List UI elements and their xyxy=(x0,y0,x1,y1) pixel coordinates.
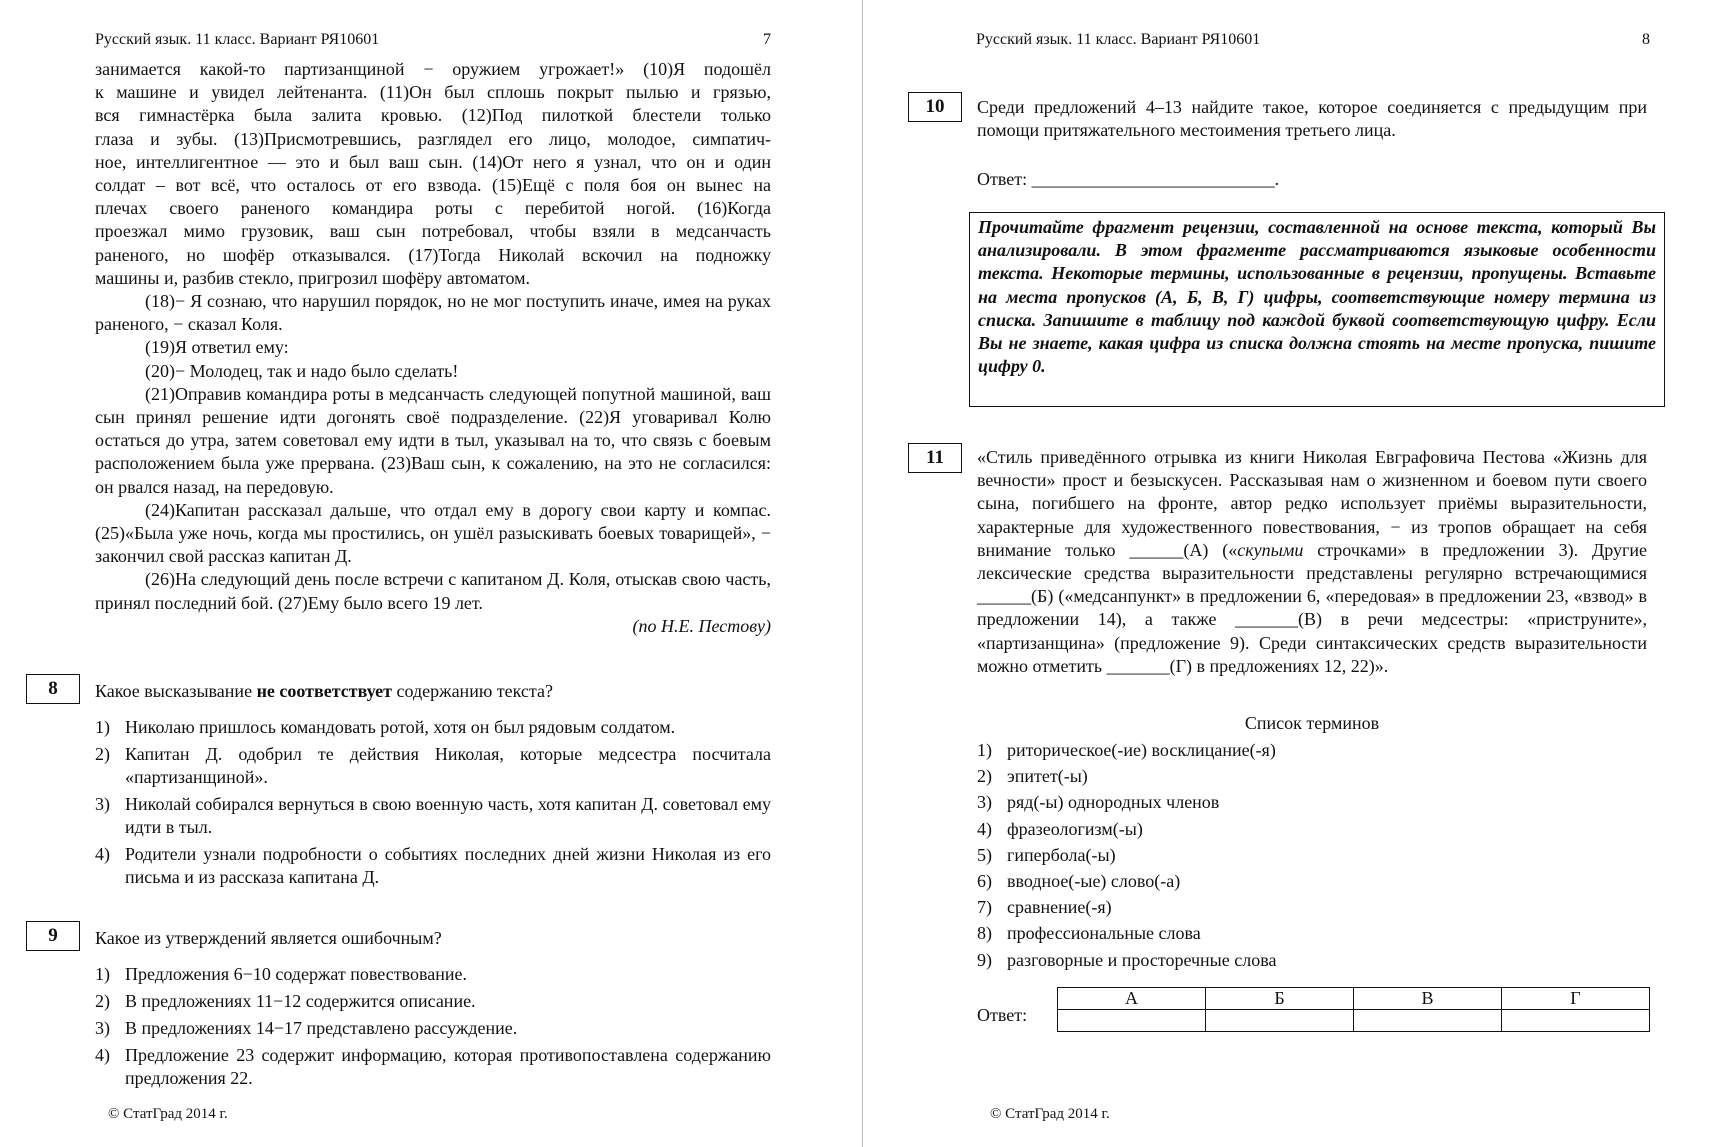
question-9-number: 9 xyxy=(26,921,80,951)
term-text: риторическое(-ие) восклицание(-я) xyxy=(1007,740,1276,760)
term-item xyxy=(977,765,1647,788)
question-8-text-end: содержанию текста? xyxy=(392,681,553,701)
option-text: Предложения 6−10 содержат повествование. xyxy=(125,964,467,984)
question-11-number: 11 xyxy=(908,443,962,473)
question-10-answer xyxy=(977,168,1647,191)
left-header: Русский язык. 11 класс. Вариант РЯ10601 xyxy=(95,31,380,48)
question-8-number: 8 xyxy=(26,674,80,704)
option-number: 4) xyxy=(95,844,110,864)
question-11-text-part2: строчками» в предложении 3). Другие лексические средства выразительности представлены регулярно встречающимися ______(Б) («медсанпункт» в предложении 6, «передовая» в предложении 23, «взвод» в предложении 14), а также _______(В) в речи медсестры: «приструните», «партизанщина» (предложение 9). Среди синтаксических средств выразительности можно отметить _______(Г) в предложениях 12, 22)». xyxy=(977,539,1648,676)
term-number: 3) xyxy=(977,792,992,813)
term-item xyxy=(977,739,1647,762)
term-text: эпитет(-ы) xyxy=(1007,766,1088,787)
term-number: 5) xyxy=(977,844,992,865)
question-8-text-bold: не соответствует xyxy=(256,681,393,701)
option-item[interactable] xyxy=(95,843,771,889)
option-item[interactable] xyxy=(95,716,771,739)
left-page-number: 7 xyxy=(763,31,771,48)
question-8-text xyxy=(95,680,775,703)
option-text: Николай собирался вернуться в свою военную часть, хотя капитан Д. советовал ему идти в тыл. xyxy=(125,794,771,837)
question-9-text: Какое из утверждений является ошибочным? xyxy=(95,928,442,948)
answer-column-a: А xyxy=(1058,988,1206,1010)
passage-paragraph: (20)− Молодец, так и надо было сделать! xyxy=(145,360,459,381)
instructions-box: Прочитайте фрагмент рецензии, составленной на основе текста, который Вы анализировали. В этом фрагменте рассматриваются языковые особенности текста. Некоторые термины, использованные в рецензии, пропущены. Вставьте на места пропусков (А, Б, В, Г) цифры, соответствующие номеру термина из списка. Запишите в таблицу под каждой буквой соответствующую цифру. Если Вы не знаете, какая цифра из списка должна стоять на месте пропуска, пишите цифру 0. xyxy=(969,212,1665,407)
term-item xyxy=(977,922,1647,945)
passage-line: глаза и зубы. (13)Присмотревшись, разглядел его лицо, молодое, симпатич- xyxy=(95,128,771,149)
passage-line: плечах своего раненого командира роты с перебитой ногой. (16)Когда xyxy=(95,198,771,219)
question-9-options xyxy=(95,963,771,1094)
passage-line: машины и, разбив стекло, пригрозил шофёру автоматом. xyxy=(95,267,531,288)
question-11-text xyxy=(977,446,1647,678)
answer-column-v: В xyxy=(1354,988,1502,1010)
term-text: ряд(-ы) однородных членов xyxy=(1007,792,1220,813)
option-text: В предложениях 11−12 содержится описание. xyxy=(125,991,476,1011)
passage-paragraph: (21)Оправив командира роты в медсанчасть следующей попутной машиной, ваш сын принял решение идти догонять своё подразделение. (22)Я уговаривал Колю остаться до утра, затем советовал ему идти в тыл, указывал на то, что связь с боевым расположением была уже прервана. (23)Ваш сын, к сожалению, на это не согласился: он рвался назад, на передовую. xyxy=(95,383,771,497)
terms-title: Список терминов xyxy=(1244,713,1380,733)
left-footer: © СтатГрад 2014 г. xyxy=(108,1106,228,1122)
option-text: Николаю пришлось командовать ротой, хотя он был рядовым солдатом. xyxy=(125,717,676,737)
right-header: Русский язык. 11 класс. Вариант РЯ10601 xyxy=(976,31,1261,48)
answer-cell-g[interactable] xyxy=(1502,1010,1650,1032)
term-item xyxy=(977,896,1647,919)
answer-blank[interactable]: ___________________________. xyxy=(1031,169,1280,189)
term-text: разговорные и просторечные слова xyxy=(1007,949,1277,970)
term-text: гипербола(-ы) xyxy=(1007,844,1116,865)
question-11-text-part1: «Стиль приведённого отрывка из книги Николая Евграфовича Пестова «Жизнь для вечности» прост и безыскусен. Рассказывая нам о жизненном и боевом пути своего сына, погибшего на фронте, автор редко использует приёмы выразительности, характерные для художественного повествования, − из тропов обращает на себя внимание только ______(А) (« xyxy=(977,447,1647,560)
passage-line: вся гимнастёрка была залита кровью. (12)Под пилоткой блестели только xyxy=(95,105,771,126)
q11-answer-label: Ответ: xyxy=(977,1005,1028,1025)
question-10-number: 10 xyxy=(908,92,962,122)
term-text: вводное(-ые) слово(-а) xyxy=(1007,870,1181,891)
passage-line: солдат – вот всё, что осталось от его взвода. (15)Ещё с поля боя он вынес на xyxy=(95,175,771,196)
passage-line: раненого, но шофёр отказывался. (17)Тогда Николай вскочил на подножку xyxy=(95,244,771,265)
option-item[interactable] xyxy=(95,1044,771,1090)
passage-text xyxy=(95,58,771,638)
option-item[interactable] xyxy=(95,1017,771,1040)
term-item xyxy=(977,949,1647,972)
answer-cell-b[interactable] xyxy=(1206,1010,1354,1032)
term-number: 1) xyxy=(977,740,992,760)
option-number: 1) xyxy=(95,964,110,984)
option-number: 2) xyxy=(95,991,110,1011)
option-text: Предложение 23 содержит информацию, которая противопоставлена содержанию предложения 22. xyxy=(125,1045,771,1088)
answer-cell-v[interactable] xyxy=(1354,1010,1502,1032)
question-8-text-start: Какое высказывание xyxy=(95,681,257,701)
option-text: Родители узнали подробности о событиях последних дней жизни Николая из его письма и из рассказа капитана Д. xyxy=(125,844,771,887)
answer-table-input-row xyxy=(1058,1010,1650,1032)
term-item xyxy=(977,791,1647,814)
option-item[interactable] xyxy=(95,743,771,789)
term-item xyxy=(977,844,1647,867)
answer-table-header-row xyxy=(1058,988,1650,1010)
option-number: 1) xyxy=(95,717,110,737)
term-text: фразеологизм(-ы) xyxy=(1007,818,1143,839)
right-page-number: 8 xyxy=(1642,31,1650,48)
term-number: 7) xyxy=(977,897,992,918)
term-item xyxy=(977,818,1647,841)
passage-paragraph: (24)Капитан рассказал дальше, что отдал ему в дорогу свои карту и компас. (25)«Была уже ночь, когда мы простились, он ушёл разыскивать боевых товарищей», − закончил свой рассказ капитан Д. xyxy=(95,499,771,567)
term-number: 9) xyxy=(977,949,992,970)
option-text: Капитан Д. одобрил те действия Николая, которые медсестра посчитала «партизанщиной». xyxy=(125,744,771,787)
page-divider xyxy=(862,0,863,1147)
option-text: В предложениях 14−17 представлено рассуждение. xyxy=(125,1018,518,1038)
term-number: 2) xyxy=(977,766,992,787)
option-item[interactable] xyxy=(95,990,771,1013)
passage-paragraph: (26)На следующий день после встречи с капитаном Д. Коля, отыскав свою часть, принял последний бой. (27)Ему было всего 19 лет. xyxy=(95,569,771,613)
option-number: 2) xyxy=(95,744,110,764)
answer-column-g: Г xyxy=(1502,988,1650,1010)
passage-line: ное, интеллигентное — это и был ваш сын. (14)От него я узнал, что он и один xyxy=(95,151,771,172)
passage-line: занимается какой-то партизанщиной − оружием угрожает!» (10)Я подошёл xyxy=(95,59,771,79)
option-number: 3) xyxy=(95,1018,110,1038)
term-number: 4) xyxy=(977,818,992,839)
passage-paragraph: (18)− Я сознаю, что нарушил порядок, но не мог поступить иначе, имея на руках раненого, − сказал Коля. xyxy=(95,291,771,335)
question-10-text: Среди предложений 4–13 найдите такое, которое соединяется с предыдущим при помощи притяжательного местоимения третьего лица. xyxy=(977,97,1647,140)
term-number: 8) xyxy=(977,923,992,944)
term-text: профессиональные слова xyxy=(1007,923,1201,944)
right-page xyxy=(864,0,1714,1147)
term-text: сравнение(-я) xyxy=(1007,897,1112,918)
question-11-text-italic: скупыми xyxy=(1237,539,1304,560)
term-item xyxy=(977,870,1647,893)
option-item[interactable] xyxy=(95,963,771,986)
right-footer: © СтатГрад 2014 г. xyxy=(990,1106,1110,1122)
passage-line: проезжал мимо грузовик, ваш сын потребовал, чтобы взяли в медсанчасть xyxy=(95,221,771,242)
passage-paragraph: (19)Я ответил ему: xyxy=(145,337,289,358)
option-number: 4) xyxy=(95,1045,110,1065)
option-item[interactable] xyxy=(95,793,771,839)
passage-source: (по Н.Е. Пестову) xyxy=(632,615,771,636)
answer-cell-a[interactable] xyxy=(1058,1010,1206,1032)
option-number: 3) xyxy=(95,794,110,814)
question-8-options xyxy=(95,716,771,893)
answer-column-b: Б xyxy=(1206,988,1354,1010)
answer-table xyxy=(1057,987,1650,1032)
answer-label: Ответ: xyxy=(977,169,1032,189)
passage-line: к машине и увидел лейтенанта. (11)Он был сплошь покрыт пылью и грязью, xyxy=(95,82,771,103)
term-number: 6) xyxy=(977,870,992,891)
terms-list xyxy=(977,739,1647,975)
